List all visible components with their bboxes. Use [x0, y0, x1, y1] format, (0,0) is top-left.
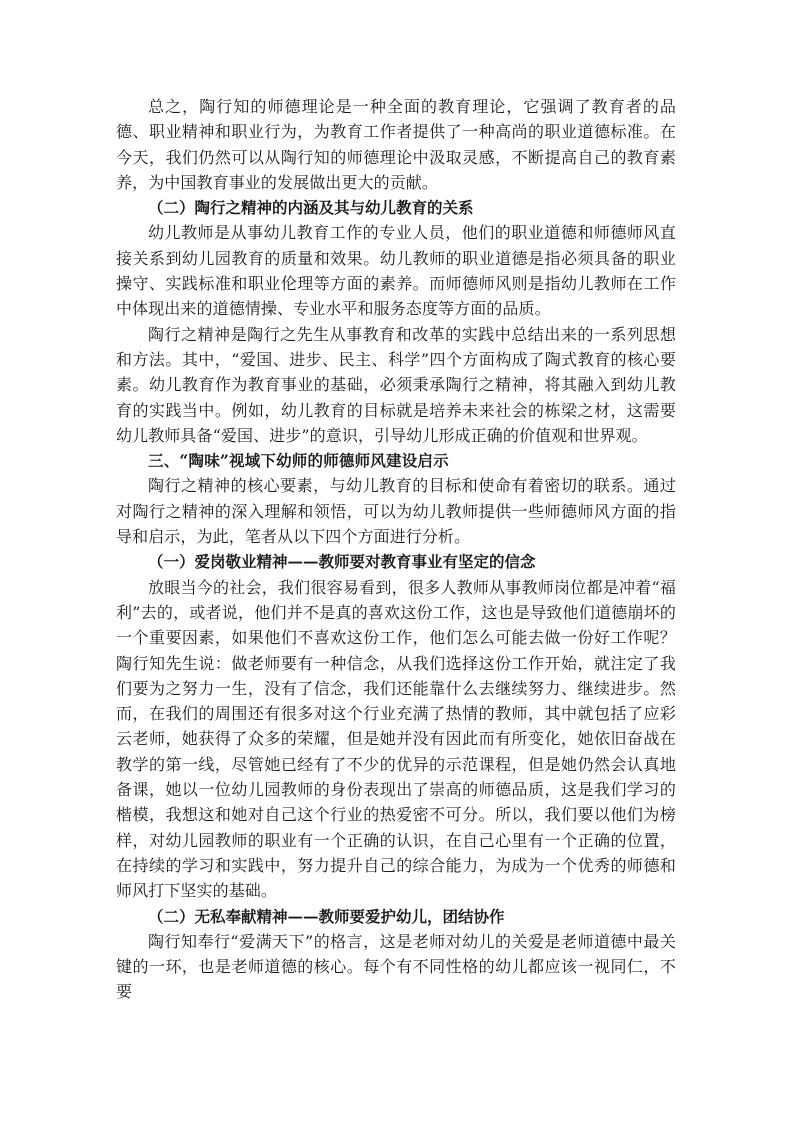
paragraph-dedication: 放眼当今的社会，我们很容易看到，很多人教师从事教师岗位都是冲着“福利”去的，或者说，他们并不是真的喜欢这份工作，这也是导致他们道德崩坏的一个重要因素，如果他们不喜欢这份工作，他们怎么可能去做一份好工作呢？陶行知先生说：做老师要有一种信念，从我们选择这份工作开始，就注定了我们要为之努力一生，没有了信念，我们还能靠什么去继续努力、继续进步。然而，在我们的周围还有很多对这个行业充满了热情的教师，其中就包括了应彩云老师，她获得了众多的荣耀，但是她并没有因此而有所变化，她依旧奋战在教学的第一线，尽管她已经有了不少的优异的示范课程，但是她仍然会认真地备课，她以一位幼儿园教师的身份表现出了崇高的师德品质，这是我们学习的楷模，我想这和她对自己这个行业的热爱密不可分。所以，我们要以他们为榜样，对幼儿园教师的职业有一个正确的认识，在自己心里有一个正确的位置，在持续的学习和实践中，努力提升自己的综合能力，为成为一个优秀的师德和师风打下坚实的基础。	[116, 577, 676, 901]
subsection-heading-1: （一）爱岗敬业精神——教师要对教育事业有坚定的信念	[148, 552, 536, 572]
subsection-heading-2: （二）无私奉献精神——教师要爱护幼儿，团结协作	[148, 906, 505, 926]
paragraph-core-elements: 陶行之精神的核心要素，与幼儿教育的目标和使命有着密切的联系。通过对陶行之精神的深入理解和领悟，可以为幼儿教师提供一些师德师风方面的指导和启示，为此，笔者从以下四个方面进行分析。	[116, 476, 676, 547]
chapter-heading-3: 三、“陶味”视域下幼师的师德师风建设启示	[148, 451, 449, 471]
paragraph-love-children: 陶行知奉行“爱满天下”的格言，这是老师对幼儿的关爱是老师道德中最关键的一环，也是老师道德的核心。每个有不同性格的幼儿都应该一视同仁，不要	[116, 931, 676, 1002]
paragraph-summary: 总之，陶行知的师德理论是一种全面的教育理论，它强调了教育者的品德、职业精神和职业行为，为教育工作者提供了一种高尚的职业道德标准。在今天，我们仍然可以从陶行知的师德理论中汲取灵感，不断提高自己的教育素养，为中国教育事业的发展做出更大的贡献。	[116, 97, 676, 192]
section-heading-2: （二）陶行之精神的内涵及其与幼儿教育的关系	[148, 198, 474, 218]
paragraph-teacher-ethics: 幼儿教师是从事幼儿教育工作的专业人员，他们的职业道德和师德师风直接关系到幼儿园教育的质量和效果。幼儿教师的职业道德是指必须具备的职业操守、实践标准和职业伦理等方面的素养。而师德师风则是指幼儿教师在工作中体现出来的道德情操、专业水平和服务态度等方面的品质。	[116, 223, 676, 319]
document-body	[116, 94, 676, 1005]
paragraph-tao-spirit: 陶行之精神是陶行之先生从事教育和改革的实践中总结出来的一系列思想和方法。其中，“爱国、进步、民主、科学”四个方面构成了陶式教育的核心要素。幼儿教育作为教育事业的基础，必须秉承陶行之精神，将其融入到幼儿教育的实践当中。例如，幼儿教育的目标就是培养未来社会的栋梁之材，这需要幼儿教师具备“爱国、进步”的意识，引导幼儿形成正确的价值观和世界观。	[116, 324, 676, 445]
